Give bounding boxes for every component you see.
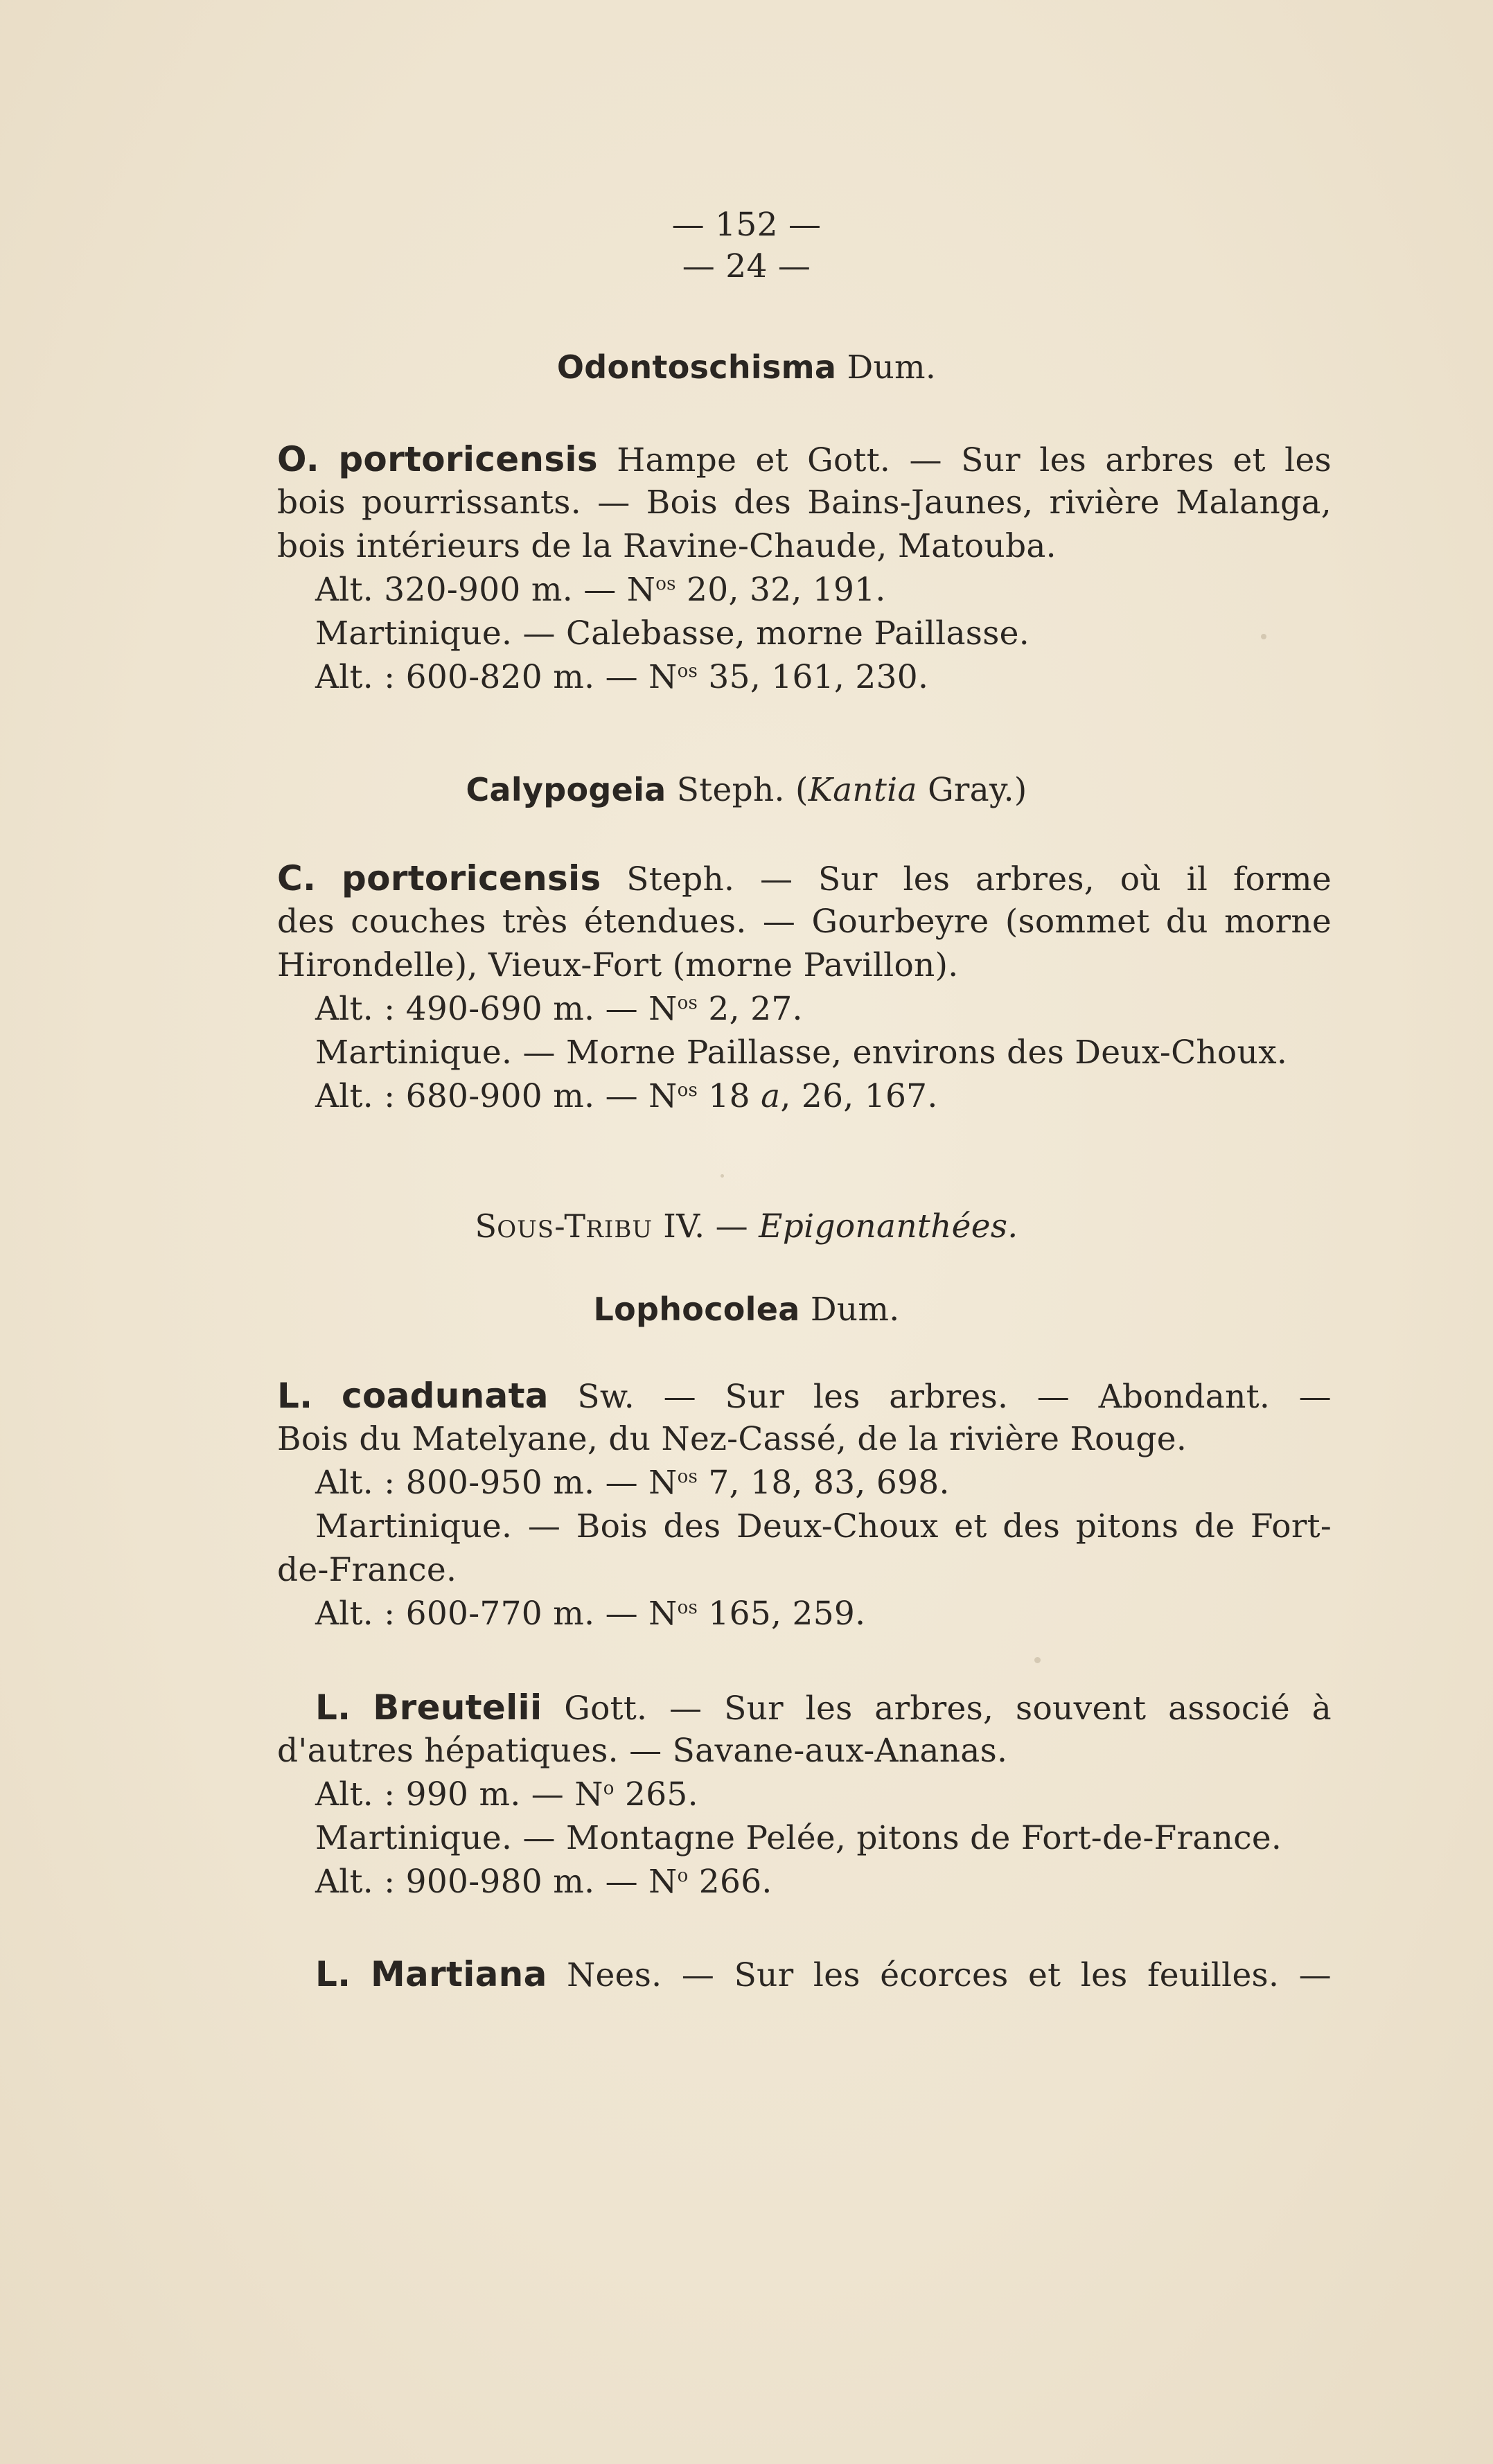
synonym-open: ( bbox=[795, 771, 809, 809]
genus-author: Steph. bbox=[676, 771, 785, 809]
altitude-line: Alt. : 800-950 m. — $N^{os}$ 7, 18, 83, 698. bbox=[315, 1464, 950, 1502]
species-name: Breutelii bbox=[373, 1687, 542, 1728]
text-line: d'autres hépatiques. — Savane-aux-Ananas. bbox=[277, 1732, 1008, 1770]
altitude-line: Alt. : 900-980 m. — $N^o$ 266. bbox=[315, 1863, 772, 1901]
genus-name: Odontoschisma bbox=[556, 348, 837, 386]
altitude-line: Alt. : 990 m. — $N^o$ 265. bbox=[315, 1775, 698, 1814]
species-abbr: L. bbox=[277, 1376, 313, 1416]
species-name: portoricensis bbox=[338, 439, 598, 479]
genus-name: Lophocolea bbox=[593, 1291, 800, 1328]
text-line: Bois du Matelyane, du Nez-Cassé, de la rivière Rouge. bbox=[277, 1420, 1187, 1458]
species-name: Martiana bbox=[370, 1954, 547, 1994]
species-text: Steph. — Sur les arbres, où il forme bbox=[626, 860, 1332, 898]
text-line: bois intérieurs de la Ravine-Chaude, Matouba. bbox=[277, 527, 1057, 565]
text-line: bois pourrissants. — Bois des Bains-Jaunes, rivière Malanga, bbox=[277, 484, 1332, 522]
page-number: — 152 — bbox=[671, 206, 822, 244]
altitude-line: Alt. : 490-690 m. — $N^{os}$ 2, 27. bbox=[315, 990, 803, 1028]
species-entry-first-line bbox=[315, 1953, 1332, 1996]
species-entry-first-line bbox=[277, 858, 1332, 901]
text-line: des couches très étendues. — Gourbeyre (sommet du morne bbox=[277, 903, 1332, 941]
species-abbr: L. bbox=[315, 1954, 351, 1994]
martinique-line: Martinique. — Montagne Pelée, pitons de Fort-de-France. bbox=[315, 1819, 1282, 1857]
altitude-line: Alt. 320-900 m. — $N^{os}$ 20, 32, 191. bbox=[315, 571, 886, 609]
genus-name: Calypogeia bbox=[466, 771, 666, 808]
martinique-line: Martinique. — Bois des Deux-Choux et des pitons de Fort- bbox=[315, 1507, 1332, 1545]
synonym-name: Kantia bbox=[808, 771, 917, 809]
species-text: Gott. — Sur les arbres, souvent associé à bbox=[564, 1690, 1332, 1728]
species-entry-first-line bbox=[315, 1687, 1332, 1730]
genus-heading-lophocolea bbox=[0, 1288, 1493, 1331]
species-abbr: O. bbox=[277, 439, 320, 479]
species-text: Nees. — Sur les écorces et les feuilles. — bbox=[567, 1956, 1332, 1994]
altitude-line: Alt. : 680-900 m. — $N^{os}$ 18 a, 26, 167. bbox=[315, 1077, 938, 1115]
paper-speck bbox=[1261, 634, 1266, 639]
paper-speck bbox=[721, 1174, 724, 1178]
subtribe-heading: SOUS-TRIBU IV. — Epigonanthées. bbox=[475, 1207, 1018, 1246]
genus-author: Dum. bbox=[847, 348, 937, 387]
altitude-line: Alt. : 600-770 m. — $N^{os}$ 165, 259. bbox=[315, 1595, 866, 1633]
species-name: portoricensis bbox=[342, 858, 601, 898]
original-page-number: — 24 — bbox=[682, 247, 811, 285]
genus-author: Dum. bbox=[810, 1291, 900, 1329]
martinique-line: Martinique. — Morne Paillasse, environs des Deux-Choux. bbox=[315, 1034, 1288, 1072]
altitude-line: Alt. : 600-820 m. — $N^{os}$ 35, 161, 230. bbox=[315, 658, 929, 696]
text-line: de-France. bbox=[277, 1551, 457, 1589]
species-text: Sw. — Sur les arbres. — Abondant. — bbox=[577, 1378, 1332, 1416]
genus-heading-calypogeia bbox=[0, 769, 1493, 811]
species-text: Hampe et Gott. — Sur les arbres et les bbox=[617, 441, 1332, 479]
species-name: coadunata bbox=[342, 1376, 549, 1416]
synonym-author: Gray.) bbox=[917, 771, 1027, 809]
genus-heading-odontoschisma bbox=[0, 346, 1493, 389]
species-entry-first-line bbox=[277, 438, 1332, 481]
martinique-line: Martinique. — Calebasse, morne Paillasse. bbox=[315, 614, 1030, 653]
species-entry-first-line bbox=[277, 1375, 1332, 1418]
species-abbr: L. bbox=[315, 1687, 351, 1728]
species-abbr: C. bbox=[277, 858, 317, 898]
paper-speck bbox=[1034, 1657, 1041, 1663]
text-line: Hirondelle), Vieux-Fort (morne Pavillon). bbox=[277, 946, 959, 984]
